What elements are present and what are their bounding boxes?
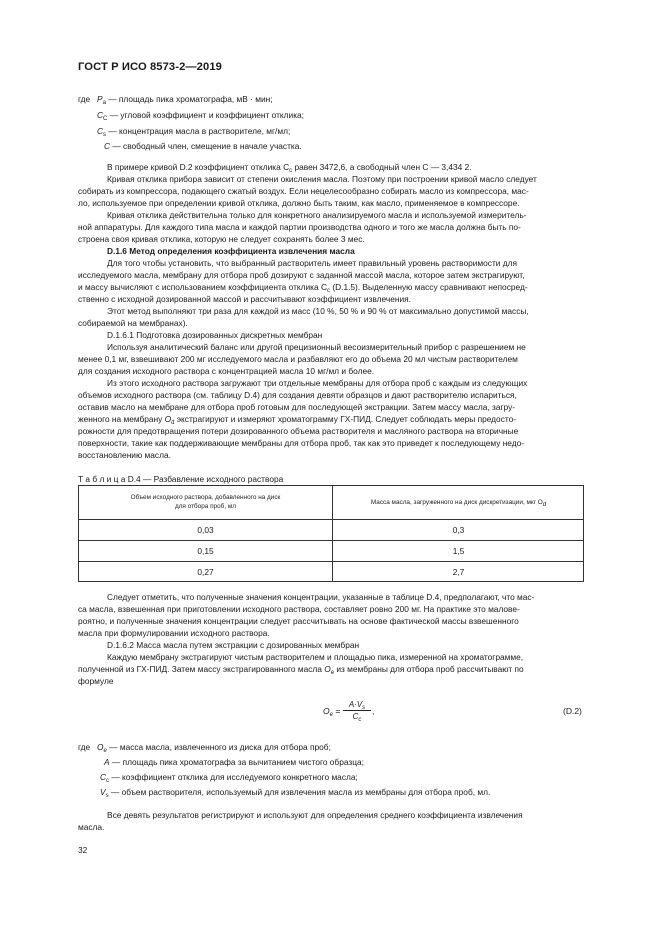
paragraph-line: масла при формулировании исходного раствора. — [78, 628, 270, 638]
where-item: $V_s$ — объем растворителя, используемый для извлечения масла из мембраны для отбора проб, мл. — [100, 787, 491, 799]
where-item: $C_c$ — коэффициент отклика для исследуемого конкретного масла; — [100, 772, 358, 784]
table-cell: 0,03 — [197, 525, 214, 535]
paragraph-line: исследуемого масла, мембрану для отбора проб дозируют с заданной массой масла, которое затем экстрагируют, — [78, 270, 525, 280]
paragraph-line: Этот метод выполняют три раза для каждой из масс (10 %, 50 % и 90 % от максимально допустимой массы, — [107, 306, 529, 316]
table-cell: 0,15 — [197, 546, 214, 556]
paragraph-line: Используя аналитический баланс или другой прецизионный весоизмерительный прибор с разрешением не — [107, 342, 526, 352]
paragraph-line: оставив масло на мембране для отбора проб готовым для последующей экстракции. Затем массу масла, загру- — [78, 402, 516, 412]
paragraph-line: формуле — [78, 676, 114, 686]
subsection-heading: D.1.6.2 Масса масла путем экстракции с дозированных мембран — [107, 640, 360, 650]
paragraph-line: ло, используемое при определении кривой отклика, должно быть таким, как масло, применяемое в компрессоре. — [78, 198, 520, 208]
dilution-table — [78, 485, 584, 582]
paragraph-line: объемов исходного раствора (см. таблицу D.4) для создания девяти образцов и дают растворителю испариться, — [78, 390, 517, 400]
paragraph-line: ственно с исходной дозированной массой и рассчитывают коэффициент извлечения. — [78, 294, 411, 304]
paragraph-line: собираемой на мембранах). — [78, 318, 188, 328]
formula-fraction: $\frac{A\cdot V_s}{C_c}$ — [343, 700, 371, 721]
paragraph-line: Все девять результатов регистрируют и используют для определения среднего коэффициента извлечения — [107, 810, 523, 820]
paragraph-line: и массу вычисляют с использованием коэффициента отклика $C_c$ (D.1.5). Выделенную массу сравнивают непосред- — [78, 282, 528, 294]
formula-label: (D.2) — [563, 706, 582, 716]
paragraph-line: Следует отметить, что полученные значения концентрации, указанные в таблице D.4, предполагают, что мас- — [107, 592, 535, 602]
paragraph-line: поверхности, такие как поддерживающие мембраны для отбора проб, так как это приведет к последующему недо- — [78, 438, 525, 448]
paragraph-line: собирать из компрессора, подающего сжатый воздух. Если нецелесообразно собирать масло из компрессора, мас- — [78, 186, 529, 196]
where-item: $O_e$ — масса масла, извлеченного из диска для отбора проб; — [97, 742, 331, 754]
example-line: В примере кривой D.2 коэффициент отклика $C_c$ равен 3472,6, а свободный член C — 3,434 2. — [107, 162, 472, 174]
table-header-mass: Масса масла, загруженного на диск дискретизации, мкг $O_d$ — [370, 499, 547, 508]
table-caption: Т а б л и ц а D.4 — Разбавление исходного раствора — [78, 474, 284, 484]
where-item: $P_a$ — площадь пика хроматографа, мВ · мин; — [97, 94, 273, 106]
formula-tail: , — [372, 706, 375, 716]
paragraph-line: Каждую мембрану экстрагируют чистым растворителем и площадью пика, измеренной на хроматограмме, — [107, 652, 524, 662]
paragraph-line: восстановлению масла. — [78, 450, 171, 460]
paragraph-line: Из этого исходного раствора загружают три отдельные мембраны для отбора проб с каждым из следующих — [107, 378, 528, 388]
page-number: 32 — [78, 845, 88, 855]
paragraph-line: строена своя кривая отклика, которую не следует сохранять более 3 мес. — [78, 234, 365, 244]
table-cell: 1,5 — [452, 546, 465, 556]
table-cell: 0,3 — [452, 525, 465, 535]
paragraph-line: менее 0,1 мг, взвешивают 200 мг исследуемого масла и разбавляют его до объема 20 мл чистым растворителем — [78, 354, 518, 364]
where-item: $C_s$ — концентрация масла в растворителе, мг/мл; — [97, 126, 291, 138]
subsection-heading: D.1.6.1 Подготовка дозированных дискретных мембран — [107, 330, 323, 340]
where-item: A — площадь пика хроматографа за вычитанием чистого образца; — [104, 757, 364, 767]
paragraph-line: Для того чтобы установить, что выбранный растворитель имеет правильный уровень растворимости для — [107, 258, 518, 268]
paragraph-line: Кривая отклика действительна только для конкретного анализируемого масла и используемой измеритель- — [107, 210, 527, 220]
paragraph-line: са масла, взвешенная при приготовлении исходного раствора, составляет ровно 200 мг. На практике это малове- — [78, 604, 520, 614]
where-lead: где — [78, 94, 91, 104]
section-heading: D.1.6 Метод определения коэффициента извлечения масла — [107, 246, 355, 256]
paragraph-line: роятно, и полученные значения концентрации следует рассчитывать на основе фактической массы взвешенного — [78, 616, 519, 626]
paragraph-line: Кривая отклика прибора зависит от степени окисления масла. Поэтому при построении кривой масло следует — [107, 174, 537, 184]
where-item: $C_C$ — угловой коэффициент и коэффициент отклика; — [97, 110, 305, 122]
document-header: ГОСТ Р ИСО 8573-2—2019 — [78, 61, 222, 73]
paragraph-line: женного на мембрану $O_d$ экстрагируют и измеряют хроматограмму ГХ-ПИД. Следует соблюдать меры предосто- — [78, 414, 517, 426]
paragraph-line: полученной из ГХ-ПИД. Затем массу экстрагированного масла $O_e$ из мембраны для отбора проб рассчитывают по — [78, 664, 524, 676]
table-cell: 2,7 — [452, 567, 465, 577]
where-item: C — свободный член, смещение в начале участка. — [104, 141, 302, 151]
table-cell: 0,27 — [197, 567, 214, 577]
where-lead: где — [78, 742, 91, 752]
paragraph-line: ной аппаратуры. Для каждого типа масла и каждой партии производства одного и того же масла должна быть по- — [78, 222, 521, 232]
table-header-volume: Объем исходного раствора, добавленного на диск для отбора проб, мл — [130, 494, 281, 510]
paragraph-line: масла. — [78, 822, 105, 832]
formula-lhs: $O_e$ = — [323, 706, 341, 718]
paragraph-line: для создания исходного раствора с концентрацией масла 10 мг/мл и более. — [78, 366, 375, 376]
paragraph-line: рожности для предотвращения потери дозированного объема растворителя и масляного раствора на вторичные — [78, 426, 519, 436]
